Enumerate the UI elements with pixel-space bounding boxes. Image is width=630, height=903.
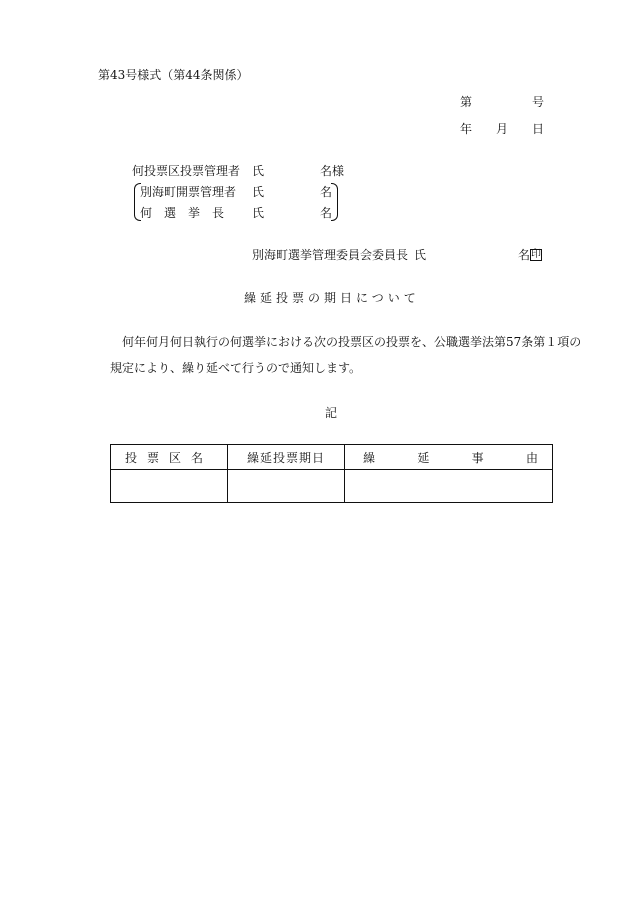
number-prefix: 第 xyxy=(460,95,473,109)
form-number-label: 第43号様式（第44条関係） xyxy=(98,68,249,82)
body-text-line-2: 規定により、繰り延べて行うので通知します。 xyxy=(110,361,362,375)
number-suffix: 号 xyxy=(532,95,545,109)
polling-table xyxy=(110,444,553,503)
reason-char: 繰 xyxy=(363,450,376,465)
date-day: 日 xyxy=(532,122,545,136)
sender-name-suffix: 名 xyxy=(518,248,531,262)
addressee-name-prefix: 氏 xyxy=(252,185,265,199)
addressee-row xyxy=(140,206,333,220)
sender-line xyxy=(252,248,541,262)
cell-polling-district[interactable] xyxy=(111,470,228,503)
addressee-role: 別海町開票管理者 xyxy=(140,185,237,199)
addressee-row xyxy=(140,185,333,199)
date-month: 月 xyxy=(496,122,509,136)
right-bracket xyxy=(331,183,338,221)
addressee-name-suffix: 名 xyxy=(320,185,333,199)
addressee-role: 何投票区投票管理者 xyxy=(132,164,241,178)
addressee-row xyxy=(132,164,345,178)
addressee-role: 何 選 挙 長 xyxy=(140,206,225,220)
header-deferred-date: 繰延投票期日 xyxy=(228,445,345,470)
date-year: 年 xyxy=(460,122,473,136)
table-row xyxy=(111,470,553,503)
addressee-name-suffix: 名様 xyxy=(320,164,345,178)
seal-mark: 印 xyxy=(531,249,541,260)
reason-char: 事 xyxy=(471,450,484,465)
document-title: 繰延投票の期日について xyxy=(244,291,420,305)
cell-deferred-date[interactable] xyxy=(228,470,345,503)
addressee-name-suffix: 名 xyxy=(320,206,333,220)
cell-reason[interactable] xyxy=(345,470,553,503)
table-header-row xyxy=(111,445,553,470)
sender-name-prefix: 氏 xyxy=(414,248,427,262)
header-reason xyxy=(345,445,553,470)
sender-role: 別海町選挙管理委員会委員長 xyxy=(252,248,409,262)
addressee-name-prefix: 氏 xyxy=(252,206,265,220)
reason-char: 由 xyxy=(525,450,538,465)
note-heading: 記 xyxy=(325,406,338,420)
addressee-name-prefix: 氏 xyxy=(252,164,265,178)
header-polling-district: 投票区名 xyxy=(111,445,228,470)
reason-char: 延 xyxy=(417,450,430,465)
body-text-line-1: 何年何月何日執行の何選挙における次の投票区の投票を、公職選挙法第57条第１項の xyxy=(122,335,582,349)
